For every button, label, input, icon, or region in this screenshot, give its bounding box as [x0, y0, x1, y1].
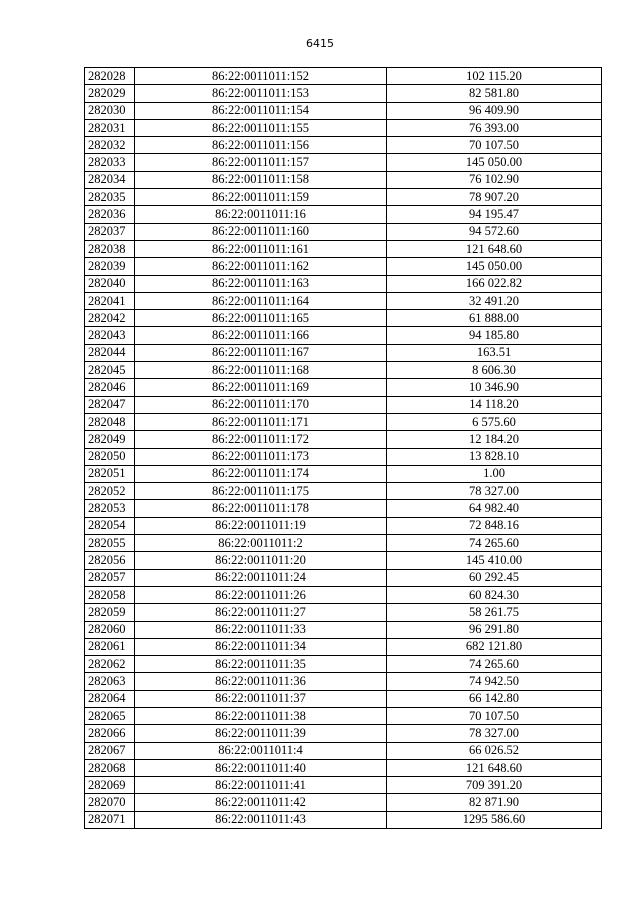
row-number-cell: 282034: [85, 171, 135, 188]
cadastral-number-cell: 86:22:0011011:170: [135, 396, 387, 413]
row-number-cell: 282030: [85, 102, 135, 119]
value-cell: 74 942.50: [387, 673, 602, 690]
cadastral-number-cell: 86:22:0011011:42: [135, 794, 387, 811]
row-number-cell: 282068: [85, 759, 135, 776]
table-row: [85, 673, 602, 690]
value-cell: 10 346.90: [387, 379, 602, 396]
row-number-cell: 282062: [85, 656, 135, 673]
cadastral-number-cell: 86:22:0011011:27: [135, 604, 387, 621]
value-cell: 82 581.80: [387, 85, 602, 102]
cadastral-number-cell: 86:22:0011011:26: [135, 586, 387, 603]
value-cell: 1.00: [387, 465, 602, 482]
cadastral-number-cell: 86:22:0011011:155: [135, 119, 387, 136]
row-number-cell: 282031: [85, 119, 135, 136]
cadastral-number-cell: 86:22:0011011:173: [135, 448, 387, 465]
cadastral-number-cell: 86:22:0011011:20: [135, 552, 387, 569]
value-cell: 682 121.80: [387, 638, 602, 655]
cadastral-number-cell: 86:22:0011011:160: [135, 223, 387, 240]
cadastral-number-cell: 86:22:0011011:162: [135, 258, 387, 275]
row-number-cell: 282069: [85, 777, 135, 794]
row-number-cell: 282057: [85, 569, 135, 586]
row-number-cell: 282047: [85, 396, 135, 413]
value-cell: 64 982.40: [387, 500, 602, 517]
cadastral-number-cell: 86:22:0011011:166: [135, 327, 387, 344]
table-row: [85, 137, 602, 154]
table-row: [85, 344, 602, 361]
value-cell: 76 393.00: [387, 119, 602, 136]
cadastral-number-cell: 86:22:0011011:4: [135, 742, 387, 759]
cadastral-number-cell: 86:22:0011011:43: [135, 811, 387, 828]
cadastral-number-cell: 86:22:0011011:178: [135, 500, 387, 517]
table-row: [85, 656, 602, 673]
value-cell: 94 572.60: [387, 223, 602, 240]
cadastral-number-cell: 86:22:0011011:41: [135, 777, 387, 794]
table-row: [85, 362, 602, 379]
cadastral-number-cell: 86:22:0011011:157: [135, 154, 387, 171]
row-number-cell: 282048: [85, 413, 135, 430]
value-cell: 163.51: [387, 344, 602, 361]
row-number-cell: 282071: [85, 811, 135, 828]
value-cell: 14 118.20: [387, 396, 602, 413]
cadastral-number-cell: 86:22:0011011:158: [135, 171, 387, 188]
row-number-cell: 282051: [85, 465, 135, 482]
row-number-cell: 282056: [85, 552, 135, 569]
row-number-cell: 282054: [85, 517, 135, 534]
row-number-cell: 282063: [85, 673, 135, 690]
value-cell: 78 907.20: [387, 189, 602, 206]
table-row: [85, 327, 602, 344]
row-number-cell: 282040: [85, 275, 135, 292]
table-row: [85, 154, 602, 171]
table-row: [85, 604, 602, 621]
cadastral-value-table: [84, 67, 602, 829]
cadastral-number-cell: 86:22:0011011:174: [135, 465, 387, 482]
row-number-cell: 282045: [85, 362, 135, 379]
row-number-cell: 282043: [85, 327, 135, 344]
cadastral-number-cell: 86:22:0011011:163: [135, 275, 387, 292]
value-cell: 709 391.20: [387, 777, 602, 794]
cadastral-number-cell: 86:22:0011011:19: [135, 517, 387, 534]
row-number-cell: 282060: [85, 621, 135, 638]
page-number: 6415: [306, 37, 334, 50]
value-cell: 70 107.50: [387, 137, 602, 154]
row-number-cell: 282028: [85, 68, 135, 85]
value-cell: 72 848.16: [387, 517, 602, 534]
row-number-cell: 282046: [85, 379, 135, 396]
cadastral-number-cell: 86:22:0011011:40: [135, 759, 387, 776]
value-cell: 58 261.75: [387, 604, 602, 621]
row-number-cell: 282036: [85, 206, 135, 223]
cadastral-number-cell: 86:22:0011011:164: [135, 292, 387, 309]
table-row: [85, 690, 602, 707]
table-row: [85, 413, 602, 430]
table-row: [85, 292, 602, 309]
value-cell: 78 327.00: [387, 483, 602, 500]
value-cell: 66 026.52: [387, 742, 602, 759]
row-number-cell: 282049: [85, 431, 135, 448]
table-row: [85, 707, 602, 724]
table-row: [85, 569, 602, 586]
cadastral-number-cell: 86:22:0011011:165: [135, 310, 387, 327]
table-row: [85, 85, 602, 102]
value-cell: 61 888.00: [387, 310, 602, 327]
table-row: [85, 621, 602, 638]
cadastral-number-cell: 86:22:0011011:38: [135, 707, 387, 724]
row-number-cell: 282064: [85, 690, 135, 707]
value-cell: 121 648.60: [387, 759, 602, 776]
row-number-cell: 282029: [85, 85, 135, 102]
value-cell: 8 606.30: [387, 362, 602, 379]
table-row: [85, 258, 602, 275]
value-cell: 96 291.80: [387, 621, 602, 638]
table-row: [85, 777, 602, 794]
table-body: [85, 68, 602, 829]
value-cell: 102 115.20: [387, 68, 602, 85]
value-cell: 96 409.90: [387, 102, 602, 119]
table-row: [85, 396, 602, 413]
row-number-cell: 282038: [85, 240, 135, 257]
value-cell: 60 824.30: [387, 586, 602, 603]
table-row: [85, 310, 602, 327]
table-row: [85, 811, 602, 828]
cadastral-number-cell: 86:22:0011011:37: [135, 690, 387, 707]
table-row: [85, 483, 602, 500]
cadastral-number-cell: 86:22:0011011:39: [135, 725, 387, 742]
value-cell: 70 107.50: [387, 707, 602, 724]
table-row: [85, 102, 602, 119]
row-number-cell: 282037: [85, 223, 135, 240]
cadastral-number-cell: 86:22:0011011:33: [135, 621, 387, 638]
row-number-cell: 282067: [85, 742, 135, 759]
row-number-cell: 282052: [85, 483, 135, 500]
value-cell: 1295 586.60: [387, 811, 602, 828]
value-cell: 94 185.80: [387, 327, 602, 344]
value-cell: 121 648.60: [387, 240, 602, 257]
value-cell: 145 410.00: [387, 552, 602, 569]
value-cell: 60 292.45: [387, 569, 602, 586]
cadastral-number-cell: 86:22:0011011:24: [135, 569, 387, 586]
row-number-cell: 282032: [85, 137, 135, 154]
table-row: [85, 759, 602, 776]
row-number-cell: 282035: [85, 189, 135, 206]
row-number-cell: 282055: [85, 535, 135, 552]
table-row: [85, 448, 602, 465]
table-row: [85, 500, 602, 517]
table-row: [85, 171, 602, 188]
value-cell: 78 327.00: [387, 725, 602, 742]
cadastral-number-cell: 86:22:0011011:16: [135, 206, 387, 223]
cadastral-number-cell: 86:22:0011011:35: [135, 656, 387, 673]
table-row: [85, 535, 602, 552]
cadastral-number-cell: 86:22:0011011:154: [135, 102, 387, 119]
value-cell: 13 828.10: [387, 448, 602, 465]
cadastral-number-cell: 86:22:0011011:152: [135, 68, 387, 85]
cadastral-number-cell: 86:22:0011011:167: [135, 344, 387, 361]
table-row: [85, 275, 602, 292]
table-row: [85, 223, 602, 240]
value-cell: 66 142.80: [387, 690, 602, 707]
table-row: [85, 240, 602, 257]
cadastral-number-cell: 86:22:0011011:156: [135, 137, 387, 154]
value-cell: 12 184.20: [387, 431, 602, 448]
row-number-cell: 282039: [85, 258, 135, 275]
table-row: [85, 586, 602, 603]
cadastral-number-cell: 86:22:0011011:175: [135, 483, 387, 500]
value-cell: 94 195.47: [387, 206, 602, 223]
table-row: [85, 638, 602, 655]
table-row: [85, 465, 602, 482]
row-number-cell: 282066: [85, 725, 135, 742]
value-cell: 166 022.82: [387, 275, 602, 292]
table-row: [85, 189, 602, 206]
table-row: [85, 206, 602, 223]
value-cell: 145 050.00: [387, 258, 602, 275]
row-number-cell: 282065: [85, 707, 135, 724]
value-cell: 6 575.60: [387, 413, 602, 430]
table-row: [85, 517, 602, 534]
value-cell: 145 050.00: [387, 154, 602, 171]
table-row: [85, 552, 602, 569]
cadastral-number-cell: 86:22:0011011:161: [135, 240, 387, 257]
table-row: [85, 119, 602, 136]
value-cell: 76 102.90: [387, 171, 602, 188]
table-row: [85, 742, 602, 759]
row-number-cell: 282053: [85, 500, 135, 517]
value-cell: 74 265.60: [387, 656, 602, 673]
table-row: [85, 794, 602, 811]
table-row: [85, 431, 602, 448]
value-cell: 32 491.20: [387, 292, 602, 309]
cadastral-number-cell: 86:22:0011011:34: [135, 638, 387, 655]
row-number-cell: 282058: [85, 586, 135, 603]
cadastral-number-cell: 86:22:0011011:168: [135, 362, 387, 379]
row-number-cell: 282042: [85, 310, 135, 327]
row-number-cell: 282041: [85, 292, 135, 309]
cadastral-number-cell: 86:22:0011011:169: [135, 379, 387, 396]
value-cell: 82 871.90: [387, 794, 602, 811]
cadastral-number-cell: 86:22:0011011:2: [135, 535, 387, 552]
table-row: [85, 68, 602, 85]
cadastral-number-cell: 86:22:0011011:172: [135, 431, 387, 448]
row-number-cell: 282059: [85, 604, 135, 621]
row-number-cell: 282033: [85, 154, 135, 171]
row-number-cell: 282070: [85, 794, 135, 811]
row-number-cell: 282061: [85, 638, 135, 655]
cadastral-number-cell: 86:22:0011011:171: [135, 413, 387, 430]
cadastral-number-cell: 86:22:0011011:36: [135, 673, 387, 690]
table-row: [85, 379, 602, 396]
value-cell: 74 265.60: [387, 535, 602, 552]
row-number-cell: 282050: [85, 448, 135, 465]
cadastral-number-cell: 86:22:0011011:159: [135, 189, 387, 206]
cadastral-number-cell: 86:22:0011011:153: [135, 85, 387, 102]
row-number-cell: 282044: [85, 344, 135, 361]
table-row: [85, 725, 602, 742]
